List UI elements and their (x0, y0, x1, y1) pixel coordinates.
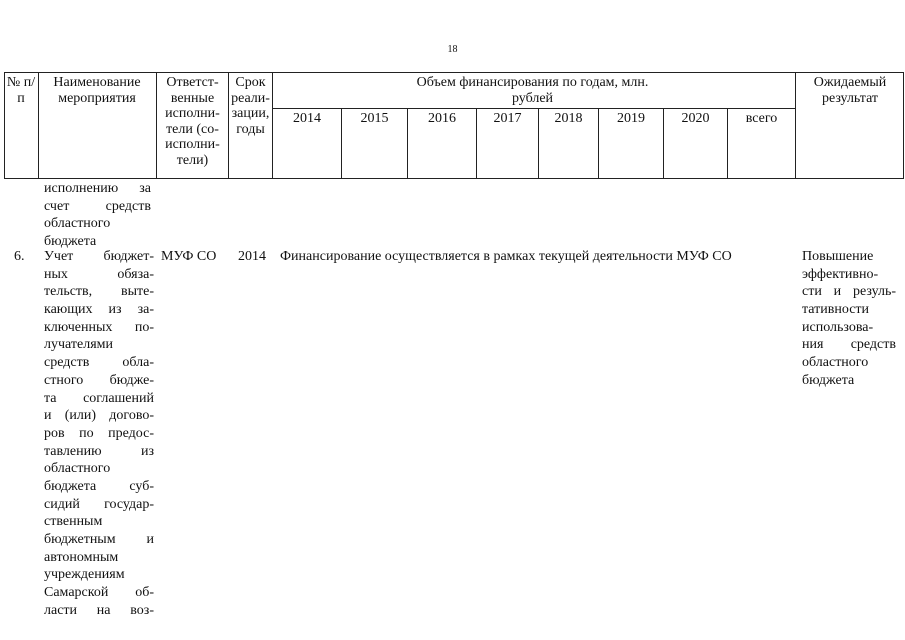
text-line: ключенных по- (44, 319, 154, 335)
text-line: та соглашений (44, 390, 154, 406)
implementation-term: 2014 (238, 249, 266, 264)
text-line: учреждениям (44, 567, 125, 583)
col-divider (156, 72, 157, 179)
year-2016: 2016 (428, 111, 456, 126)
header-result: Ожидаемый результат (813, 75, 887, 106)
funding-divider (272, 108, 795, 109)
text-line: областного (44, 216, 111, 232)
funding-note: Финансирование осуществляется в рамках текущей деятельности МУФ СО (280, 249, 732, 264)
text-line: счет средств (44, 198, 151, 214)
text-line: бюджетным и (44, 532, 154, 547)
year-total: всего (745, 111, 778, 126)
text-line: ния средств (802, 337, 896, 353)
year-2020: 2020 (681, 111, 710, 126)
header-responsible: Ответст-венные исполни-тели (со-исполни-тели) (165, 75, 220, 168)
text-line: использова- (802, 319, 874, 335)
text-line: тельств, выте- (44, 284, 154, 300)
text-line: бюджета (44, 234, 97, 250)
year-2014: 2014 (293, 111, 321, 126)
text-line: ственным (44, 514, 103, 530)
text-line: стного бюдже- (44, 372, 154, 388)
header-name: Наименование мероприятия (53, 75, 141, 106)
text-line: бюджета суб- (44, 478, 154, 494)
text-line: лучателями (44, 337, 113, 353)
text-line: ных обяза- (44, 266, 154, 282)
year-2015: 2015 (360, 111, 389, 126)
measure-name (44, 248, 154, 619)
text-line: областного (802, 355, 869, 371)
page-number: 18 (447, 44, 458, 55)
text-line: тавлению из (44, 443, 154, 459)
year-2017: 2017 (493, 111, 522, 126)
text-line: исполнению за (44, 181, 151, 196)
header-term: Срок реали-зации, годы (231, 75, 270, 137)
text-line: Самарской об- (44, 585, 154, 601)
text-line: ров по предос- (44, 425, 154, 441)
text-line: средств обла- (44, 355, 154, 371)
text-line: эффективно- (802, 266, 879, 282)
col-divider (38, 72, 39, 179)
text-line: автономным (44, 549, 119, 565)
continuation-text (44, 180, 151, 251)
text-line: бюджета (802, 372, 855, 388)
text-line: и (или) догово- (44, 408, 154, 424)
header-number: № п/п (6, 75, 36, 106)
text-line: Учет бюджет- (44, 249, 154, 264)
year-2018: 2018 (554, 111, 583, 126)
text-line: сти и резуль- (802, 284, 896, 300)
text-line: Повышение (802, 249, 874, 264)
text-line: областного (44, 461, 111, 477)
responsible-executor: МУФ СО (161, 249, 217, 264)
col-divider (795, 72, 796, 179)
expected-result (802, 248, 896, 390)
text-line: кающих из за- (44, 302, 154, 318)
text-line: тативности (802, 302, 870, 318)
text-line: ласти на воз- (44, 602, 154, 618)
year-2019: 2019 (617, 111, 645, 126)
header-funding: Объем финансирования по годам, млн. рублей (416, 75, 649, 106)
row-number: 6. (14, 249, 25, 264)
text-line: сидий государ- (44, 496, 154, 512)
